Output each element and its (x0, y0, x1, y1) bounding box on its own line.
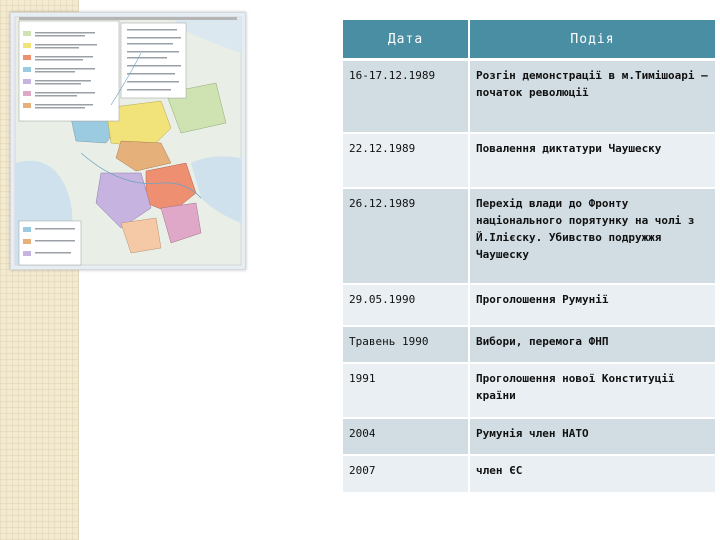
event-cell: Повалення диктатури Чаушеску (470, 134, 715, 189)
event-cell: Проголошення нової Конституції країни (470, 364, 715, 419)
table-row (343, 364, 715, 419)
date-cell: 2007 (343, 456, 470, 494)
event-cell: Розгін демонстрації в м.Тимішоарі – початок революції (470, 61, 715, 134)
event-column-header: Подія (470, 20, 715, 61)
date-cell: 29.05.1990 (343, 285, 470, 327)
table-row (343, 285, 715, 327)
table-header-row (343, 20, 715, 61)
table-row (343, 327, 715, 364)
date-cell: 26.12.1989 (343, 189, 470, 285)
date-cell: Травень 1990 (343, 327, 470, 364)
event-cell: Проголошення Румунії (470, 285, 715, 327)
event-cell: Перехід влади до Фронту національного порятунку на чолі з Й.Ілієску. Убивство подружжя Чаушеску (470, 189, 715, 285)
date-column-header: Дата (343, 20, 470, 61)
table-row (343, 456, 715, 494)
date-cell: 22.12.1989 (343, 134, 470, 189)
table-row (343, 61, 715, 134)
events-table (343, 20, 715, 494)
date-cell: 1991 (343, 364, 470, 419)
table-row (343, 189, 715, 285)
event-cell: Вибори, перемога ФНП (470, 327, 715, 364)
table-row (343, 134, 715, 189)
date-cell: 2004 (343, 419, 470, 456)
event-cell: член ЄС (470, 456, 715, 494)
historical-map-image (10, 12, 246, 270)
event-cell: Румунія член НАТО (470, 419, 715, 456)
table-row (343, 419, 715, 456)
date-cell: 16-17.12.1989 (343, 61, 470, 134)
